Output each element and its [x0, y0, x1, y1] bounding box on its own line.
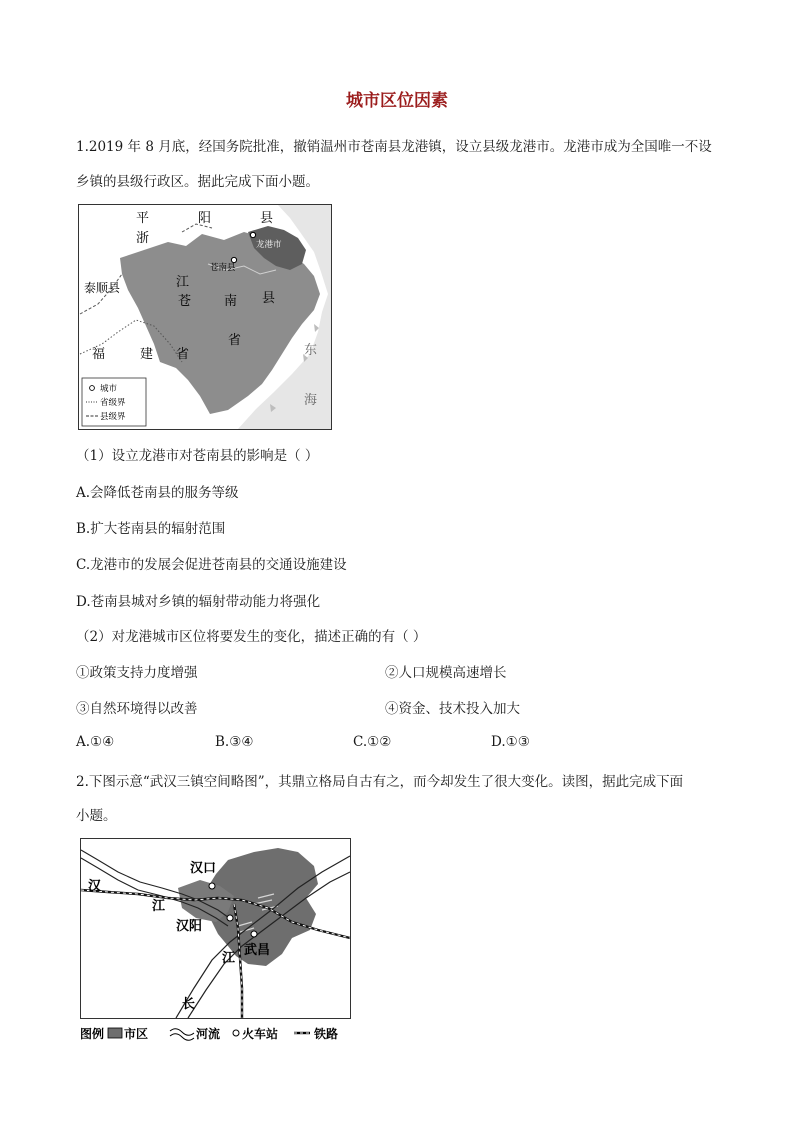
q2-stem-line1: 2.下图示意“武汉三镇空间略图”，其鼎立格局自古有之，而今却发生了很大变化。读图，据此完成下面	[76, 774, 684, 790]
label-zhe: 浙	[136, 231, 150, 246]
label-han: 汉	[88, 879, 102, 894]
q2-stem-line2: 小题。	[76, 808, 117, 824]
label-cangnan-city: 苍南县	[210, 263, 236, 273]
label-ping: 平	[136, 211, 150, 226]
label-sheng-zhe: 省	[228, 333, 242, 348]
label-jian: 建	[140, 347, 154, 362]
q1-sub2-stem: （2）对龙港城市区位将要发生的变化，描述正确的有（ ）	[76, 629, 427, 645]
wuhan-map	[78, 838, 354, 1048]
label-nan: 南	[224, 294, 238, 309]
label-hanyang: 汉阳	[176, 919, 203, 934]
label-xian: 县	[260, 211, 274, 226]
cangnan-map	[78, 204, 332, 430]
q1-sub2-item-2: ②人口规模高速增长	[385, 665, 507, 681]
longgang-city-marker	[250, 232, 255, 237]
q1-sub1-option-d[interactable]: D.苍南县城对乡镇的辐射带动能力将强化	[76, 594, 321, 610]
label-dong: 东	[304, 343, 318, 358]
q1-sub1-option-b[interactable]: B.扩大苍南县的辐射范围	[76, 521, 226, 537]
legend-city-label: 城市	[100, 384, 118, 394]
page-title: 城市区位因素	[346, 91, 448, 111]
q1-sub2-option-a[interactable]: A.①④	[76, 734, 115, 750]
legend-urban-icon	[108, 1028, 122, 1038]
label-longgang: 龙港市	[256, 240, 282, 250]
label-xian2: 县	[262, 291, 276, 306]
q1-sub2-option-b[interactable]: B.③④	[215, 734, 254, 750]
label-taishun: 泰顺县	[84, 281, 121, 295]
q1-sub1-option-c[interactable]: C.龙港市的发展会促进苍南县的交通设施建设	[76, 557, 347, 573]
hanyang-station-marker	[227, 915, 233, 921]
hankou-station-marker	[209, 883, 215, 889]
q1-sub1-stem: （1）设立龙港市对苍南县的影响是（ ）	[76, 448, 319, 464]
label-jiang2: 江	[222, 951, 236, 966]
q1-stem-line1: 1.2019 年 8 月底，经国务院批准，撤销温州市苍南县龙港镇，设立县级龙港市。龙港市成为全国唯一不设	[76, 139, 712, 155]
q1-stem-line2: 乡镇的县级行政区。据此完成下面小题。	[76, 174, 319, 190]
q1-sub2-option-c[interactable]: C.①②	[353, 734, 392, 750]
legend-province-label: 省级界	[100, 398, 126, 408]
q1-sub2-item-3: ③自然环境得以改善	[76, 701, 198, 717]
label-fu: 福	[92, 347, 106, 362]
legend-urban-label: 市区	[124, 1027, 149, 1041]
label-sheng-fj: 省	[176, 347, 190, 362]
wuchang-station-marker	[251, 931, 257, 937]
q1-sub1-option-a[interactable]: A.会降低苍南县的服务等级	[76, 485, 239, 501]
legend-river-icon	[170, 1029, 194, 1041]
label-wuchang: 武昌	[244, 943, 271, 958]
label-yang: 阳	[198, 211, 212, 226]
legend-railway-label: 铁路	[314, 1027, 339, 1041]
label-cang: 苍	[178, 294, 192, 309]
legend-station-icon	[233, 1030, 239, 1036]
label-jiang: 江	[176, 275, 190, 290]
label-hankou: 汉口	[190, 861, 217, 876]
label-jiang1: 江	[152, 899, 166, 914]
wuhan-map-figure	[78, 838, 354, 1052]
q1-sub2-item-1: ①政策支持力度增强	[76, 665, 198, 681]
cangnan-map-legend	[82, 378, 146, 426]
q1-sub2-item-4: ④资金、技术投入加大	[385, 701, 520, 717]
legend-station-label: 火车站	[242, 1027, 279, 1041]
wuhan-map-legend	[80, 1026, 338, 1041]
cangnan-map-figure	[78, 204, 332, 434]
legend-river-label: 河流	[196, 1027, 221, 1041]
label-hai: 海	[304, 393, 318, 408]
legend-county-label: 县级界	[100, 412, 126, 422]
cangnan-city-marker	[231, 257, 236, 262]
q1-sub2-option-d[interactable]: D.①③	[491, 734, 530, 750]
label-chang: 长	[182, 997, 196, 1012]
legend-city-icon	[90, 386, 95, 391]
legend-prefix: 图例	[80, 1027, 105, 1041]
